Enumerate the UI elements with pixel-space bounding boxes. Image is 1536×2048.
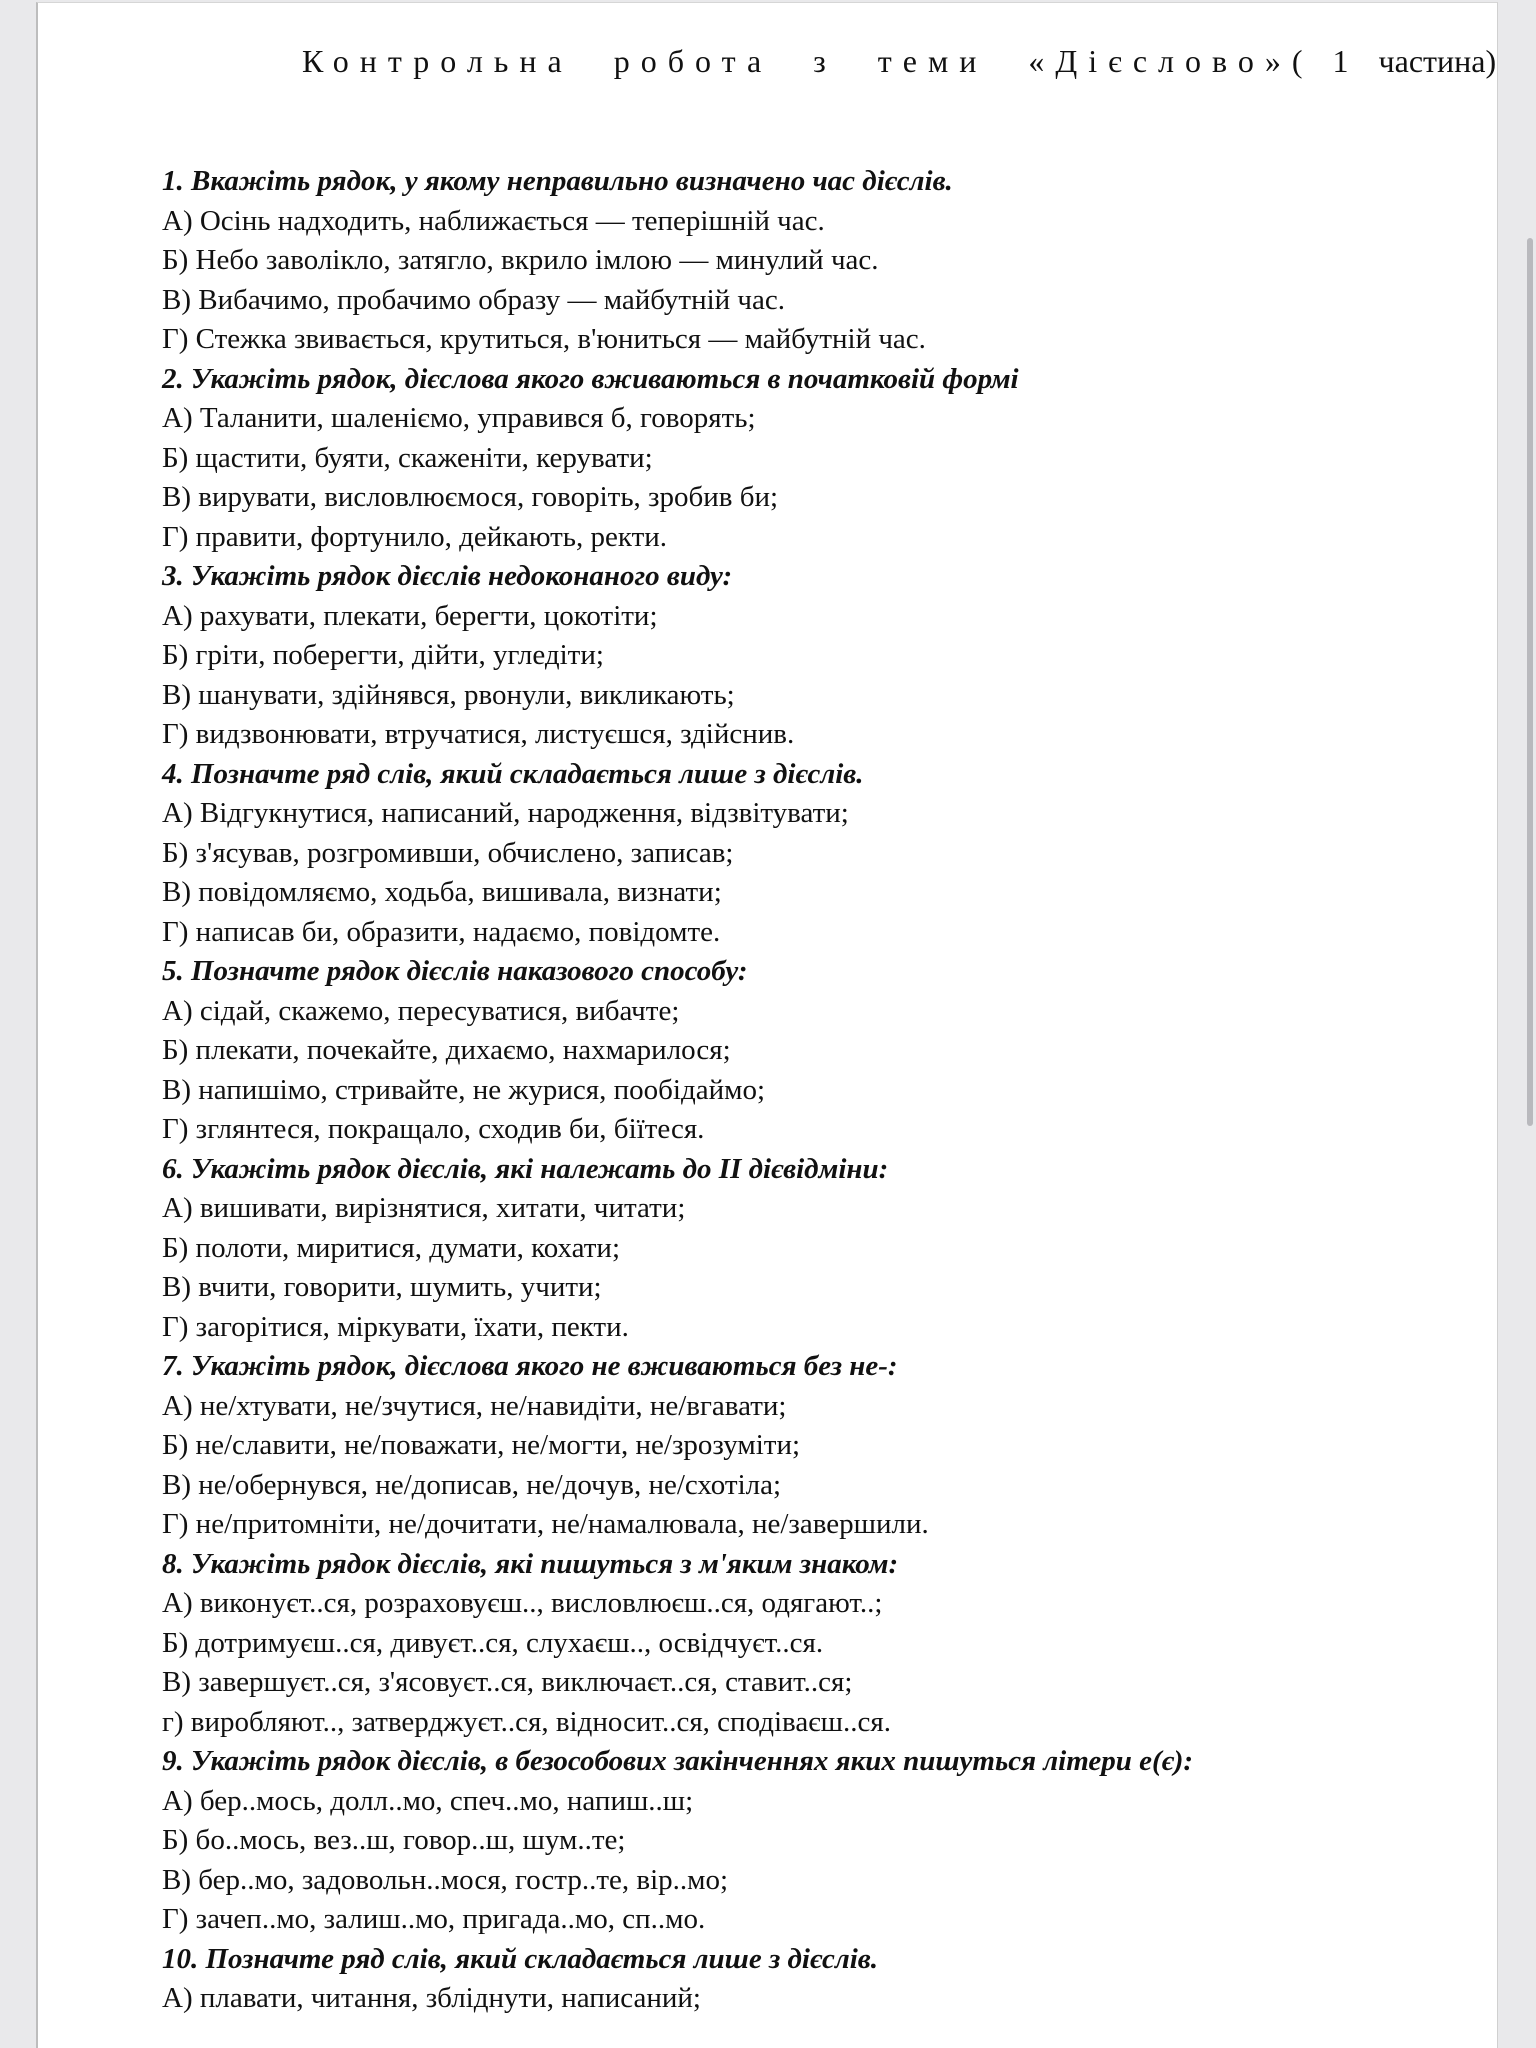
document-page (36, 2, 1498, 2048)
answer-option: В) шанувати, здійнявся, рвонули, викликають; (162, 678, 735, 711)
answer-option: А) сідай, скажемо, пересуватися, вибачте; (162, 994, 680, 1027)
answer-option: В) напишімо, стривайте, не журися, пообідаймо; (162, 1073, 765, 1106)
answer-option: В) бер..мо, задовольн..мося, гостр..те, вір..мо; (162, 1863, 729, 1896)
answer-option: Г) Стежка звивається, крутиться, в'юниться — майбутній час. (162, 323, 926, 355)
answer-option: В) вирувати, висловлюємося, говоріть, зробив би; (162, 481, 779, 513)
answer-option: А) виконуєт..ся, розраховуєш.., висловлюєш..ся, одягают..; (162, 1587, 883, 1619)
answer-option: А) Таланити, шаленіємо, управився б, говорять; (162, 402, 756, 434)
answer-option: А) бер..мось, долл..мо, спеч..мо, напиш..ш; (162, 1784, 694, 1817)
answer-option: А) не/хтувати, не/зчутися, не/навидіти, не/вгавати; (162, 1389, 787, 1422)
question-heading: 1. Вкажіть рядок, у якому неправильно визначено час дієслів. (162, 165, 953, 197)
answer-option: Б) Небо заволікло, затягло, вкрило імлою — минулий час. (162, 244, 879, 276)
question-heading: 2. Укажіть рядок, дієслова якого вживаються в початковій формі (162, 362, 1019, 395)
answer-option: Г) зачеп..мо, залиш..мо, пригада..мо, сп..мо. (162, 1903, 706, 1935)
question-heading: 8. Укажіть рядок дієслів, які пишуться з м'яким знаком: (162, 1547, 899, 1580)
answer-option: Б) дотримуєш..ся, дивуєт..ся, слухаєш.., освідчуєт..ся. (162, 1626, 824, 1659)
question-heading: 4. Позначте ряд слів, який складається лише з дієслів. (162, 757, 864, 790)
answer-option: А) плавати, читання, збліднути, написаний; (162, 1982, 701, 2014)
answer-option: А) вишивати, вирізнятися, хитати, читати; (162, 1192, 686, 1224)
answer-option: Б) плекати, почекайте, дихаємо, нахмарилося; (162, 1034, 731, 1066)
answer-option: В) не/обернувся, не/дописав, не/дочув, не/схотіла; (162, 1468, 782, 1501)
answer-option: Г) зглянтеся, покращало, сходив би, біїтеся. (162, 1113, 705, 1145)
question-list (162, 162, 1482, 2019)
answer-option: Б) щастити, буяти, скаженіти, керувати; (162, 441, 653, 474)
answer-option: Г) написав би, образити, надаємо, повідомте. (162, 915, 721, 948)
answer-option: Б) не/славити, не/поважати, не/могти, не/зрозуміти; (162, 1429, 801, 1461)
answer-option: Г) правити, фортунило, дейкають, ректи. (162, 520, 668, 553)
question-heading: 3. Укажіть рядок дієслів недоконаного виду: (162, 560, 733, 592)
answer-option: А) рахувати, плекати, берегти, цокотіти; (162, 599, 658, 632)
question-heading: 9. Укажіть рядок дієслів, в безособових закінченнях яких пишуться літери е(є): (162, 1745, 1194, 1777)
answer-option: Б) гріти, поберегти, дійти, угледіти; (162, 639, 604, 671)
answer-option: г) виробляют.., затверджуєт..ся, відносит..ся, сподіваєш..ся. (162, 1705, 891, 1738)
answer-option: Б) з'ясував, розгромивши, обчислено, записав; (162, 836, 734, 869)
question-heading: 6. Укажіть рядок дієслів, які належать до ІІ дієвідміни: (162, 1152, 889, 1185)
answer-option: А) Відгукнутися, написаний, народження, відзвітувати; (162, 797, 849, 829)
title-main: Контрольна робота з теми «Дієслово» (302, 43, 1292, 79)
answer-option: В) завершуєт..ся, з'ясовуєт..ся, виключаєт..ся, ставит..ся; (162, 1666, 853, 1698)
scrollbar[interactable] (1527, 238, 1533, 1126)
question-heading: 5. Позначте рядок дієслів наказового способу: (162, 955, 748, 987)
answer-option: В) повідомляємо, ходьба, вишивала, визнати; (162, 876, 722, 908)
answer-option: Б) полоти, миритися, думати, кохати; (162, 1231, 620, 1264)
question-heading: 10. Позначте ряд слів, який складається лише з дієслів. (162, 1942, 879, 1975)
answer-option: Г) не/притомніти, не/дочитати, не/намалювала, не/завершили. (162, 1508, 929, 1540)
page-title (302, 43, 1496, 80)
question-heading: 7. Укажіть рядок, дієслова якого не вживаються без не-: (162, 1350, 898, 1382)
answer-option: В) Вибачимо, пробачимо образу — майбутній час. (162, 283, 785, 316)
answer-option: Б) бо..мось, вез..ш, говор..ш, шум..те; (162, 1824, 626, 1856)
answer-option: Г) загорітися, міркувати, їхати, пекти. (162, 1310, 629, 1343)
answer-option: В) вчити, говорити, шумить, учити; (162, 1271, 602, 1303)
answer-option: Г) видзвонювати, втручатися, листуєшся, здійснив. (162, 718, 795, 750)
answer-option: А) Осінь надходить, наближається — теперішній час. (162, 204, 825, 237)
title-suffix: ( 1 частина) (1291, 43, 1497, 79)
